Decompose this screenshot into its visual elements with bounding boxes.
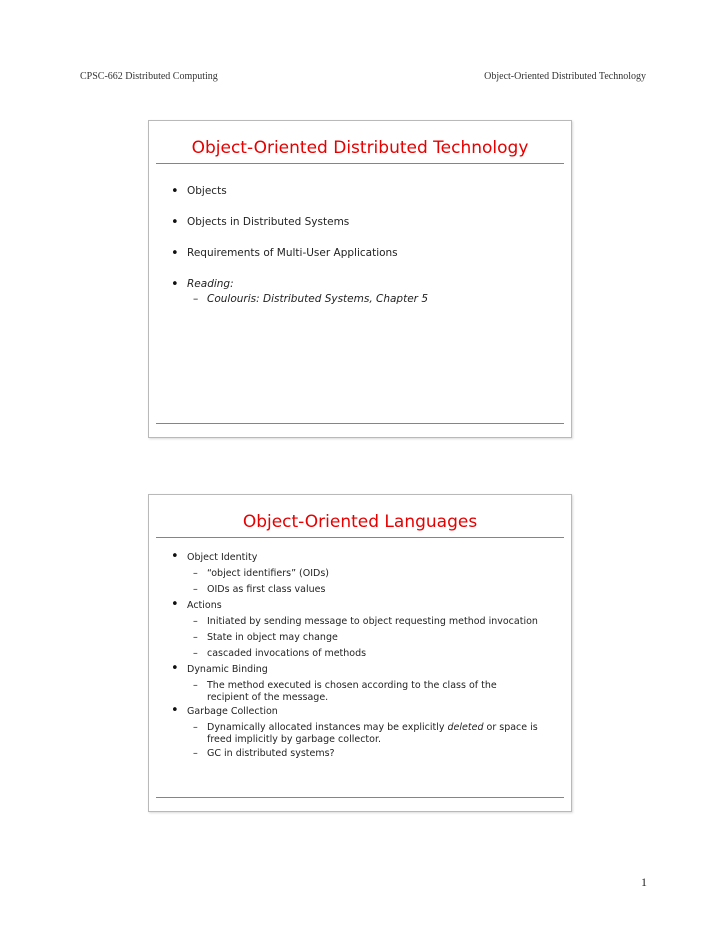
slide-2-title: Object-Oriented Languages	[242, 512, 478, 532]
slide-2	[148, 494, 572, 812]
header-course: CPSC-662 Distributed Computing	[80, 71, 218, 82]
slide-2-top-rule	[156, 537, 564, 538]
slide-2-bottom-rule	[156, 797, 564, 798]
slide-1-title: Object-Oriented Distributed Technology	[191, 138, 529, 158]
bullet-objects: • Objects	[171, 185, 557, 197]
sub-object-identifiers: – “object identifiers” (OIDs)	[171, 566, 557, 582]
bullet-actions: • Actions	[171, 598, 557, 614]
slide-1	[148, 120, 572, 438]
sub-cascaded-invocations: – cascaded invocations of methods	[171, 646, 557, 662]
bullet-reading: • Reading:	[171, 278, 557, 290]
sub-initiated-by-message: – Initiated by sending message to object requesting method invocation	[171, 614, 557, 630]
bullet-garbage-collection: • Garbage Collection	[171, 704, 557, 720]
bullet-objects-distributed: • Objects in Distributed Systems	[171, 216, 557, 228]
bullet-object-identity: • Object Identity	[171, 550, 557, 566]
sub-dynamic-allocation: – Dynamically allocated instances may be explicitly deleted or space is freed implicitly by garbage collector.	[171, 720, 557, 746]
header-topic: Object-Oriented Distributed Technology	[484, 71, 646, 82]
bullet-dynamic-binding: • Dynamic Binding	[171, 662, 557, 678]
page-number: 1	[641, 875, 647, 889]
sub-state-change: – State in object may change	[171, 630, 557, 646]
sub-oids-first-class: – OIDs as first class values	[171, 582, 557, 598]
sub-method-chosen: – The method executed is chosen according to the class of the recipient of the message.	[171, 678, 557, 704]
bullet-requirements: • Requirements of Multi-User Applications	[171, 247, 557, 259]
sub-gc-distributed: – GC in distributed systems?	[171, 746, 557, 762]
sub-reading-source: – Coulouris: Distributed Systems, Chapter 5	[171, 293, 557, 305]
slide-2-bullets	[171, 550, 557, 762]
slide-1-bullets	[171, 185, 557, 305]
slide-1-top-rule	[156, 163, 564, 164]
slide-1-bottom-rule	[156, 423, 564, 424]
